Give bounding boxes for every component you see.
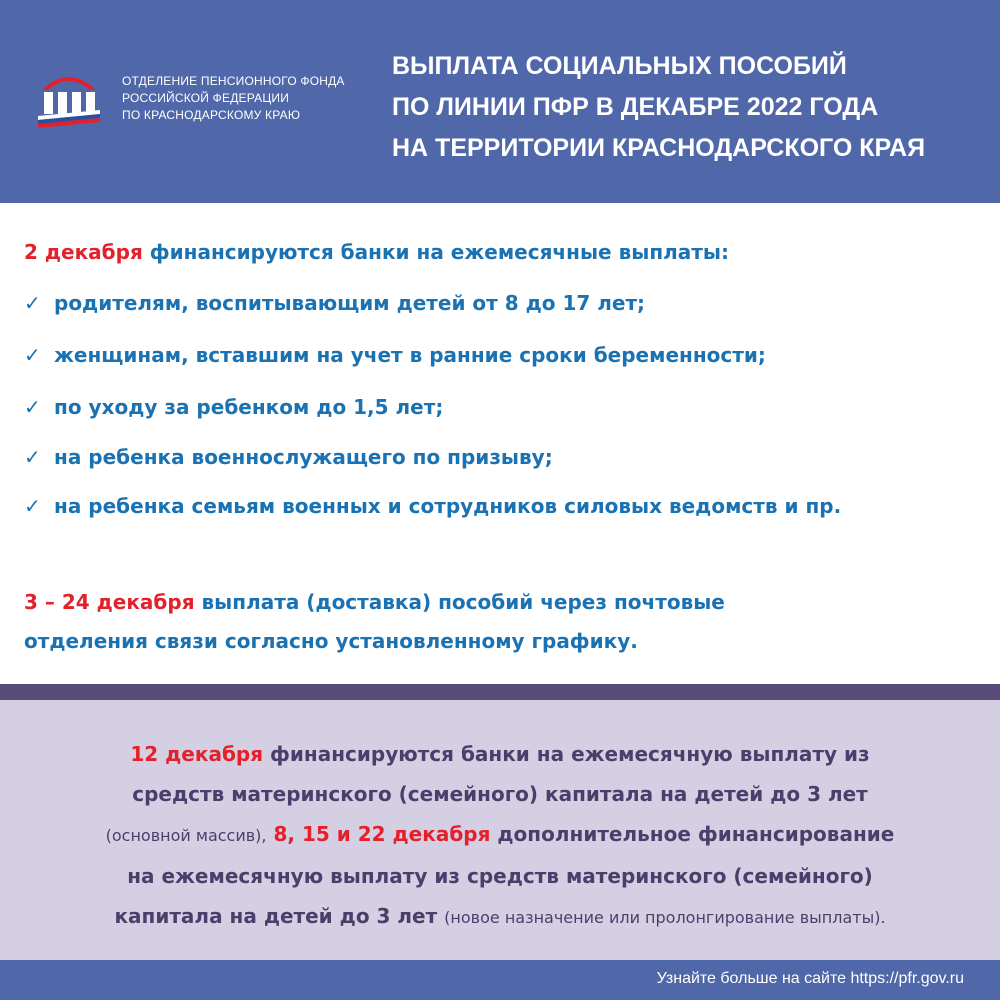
pfr-logo-icon xyxy=(34,68,104,128)
list-item-text: родителям, воспитывающим детей от 8 до 17 лет; xyxy=(54,291,646,315)
title-line: ПО ЛИНИИ ПФР В ДЕКАБРЕ 2022 ГОДА xyxy=(392,93,879,121)
checkmark-icon: ✓ xyxy=(24,291,41,315)
section3-text-fragment: на ежемесячную выплату из средств материнского (семейного) xyxy=(127,864,873,888)
section2-line2 xyxy=(24,629,638,653)
checkmark-icon: ✓ xyxy=(24,395,41,419)
org-line: ПО КРАСНОДАРСКОМУ КРАЮ xyxy=(122,108,301,122)
list-item-text: женщинам, вставшим на учет в ранние сроки беременности; xyxy=(54,343,766,367)
list-item xyxy=(24,291,645,315)
section2-line1 xyxy=(24,590,725,614)
title-line: ВЫПЛАТА СОЦИАЛЬНЫХ ПОСОБИЙ xyxy=(392,52,847,80)
footer-bar xyxy=(0,960,1000,1000)
checkmark-icon: ✓ xyxy=(24,445,41,469)
list-item xyxy=(24,445,553,469)
list-item xyxy=(24,343,766,367)
section3-line xyxy=(0,814,1000,856)
note-text: (новое назначение или пролонгирование выплаты). xyxy=(444,908,886,927)
note-text: (основной массив), xyxy=(105,826,267,845)
org-line: ОТДЕЛЕНИЕ ПЕНСИОННОГО ФОНДА xyxy=(122,74,345,88)
section3-text xyxy=(0,734,1000,938)
checkmark-icon: ✓ xyxy=(24,494,41,518)
list-item-text: по уходу за ребенком до 1,5 лет; xyxy=(54,395,444,419)
checkmark-icon: ✓ xyxy=(24,343,41,367)
section1-intro: финансируются банки на ежемесячные выплаты: xyxy=(149,240,729,264)
section3-line xyxy=(0,734,1000,774)
title-line: НА ТЕРРИТОРИИ КРАСНОДАРСКОГО КРАЯ xyxy=(392,134,926,162)
list-item-text: на ребенка военнослужащего по призыву; xyxy=(54,445,553,469)
date-label: 12 декабря xyxy=(130,742,264,766)
divider xyxy=(0,684,1000,700)
section3-text-fragment: дополнительное финансирование xyxy=(497,822,895,846)
org-line: РОССИЙСКОЙ ФЕДЕРАЦИИ xyxy=(122,91,290,105)
footer-link[interactable]: Узнайте больше на сайте https://pfr.gov.ru xyxy=(656,970,964,987)
section3-line xyxy=(0,896,1000,938)
section3-text-fragment: средств материнского (семейного) капитала на детей до 3 лет xyxy=(132,782,868,806)
date-label: 2 декабря xyxy=(24,240,143,264)
section1-heading xyxy=(24,240,729,264)
page-title xyxy=(392,46,925,169)
section3-text-fragment: финансируются банки на ежемесячную выплату из xyxy=(270,742,870,766)
section2-text: отделения связи согласно установленному графику. xyxy=(24,629,638,653)
list-item xyxy=(24,395,443,419)
organization-name xyxy=(122,73,345,124)
section2-text: выплата (доставка) пособий через почтовые xyxy=(201,590,725,614)
header-banner xyxy=(0,0,1000,203)
list-item xyxy=(24,494,841,518)
list-item-text: на ребенка семьям военных и сотрудников силовых ведомств и пр. xyxy=(54,494,842,518)
section3-line xyxy=(0,856,1000,896)
date-label: 8, 15 и 22 декабря xyxy=(273,822,491,846)
section3-text-fragment: капитала на детей до 3 лет xyxy=(114,904,438,928)
date-label: 3 – 24 декабря xyxy=(24,590,195,614)
section3-line xyxy=(0,774,1000,814)
